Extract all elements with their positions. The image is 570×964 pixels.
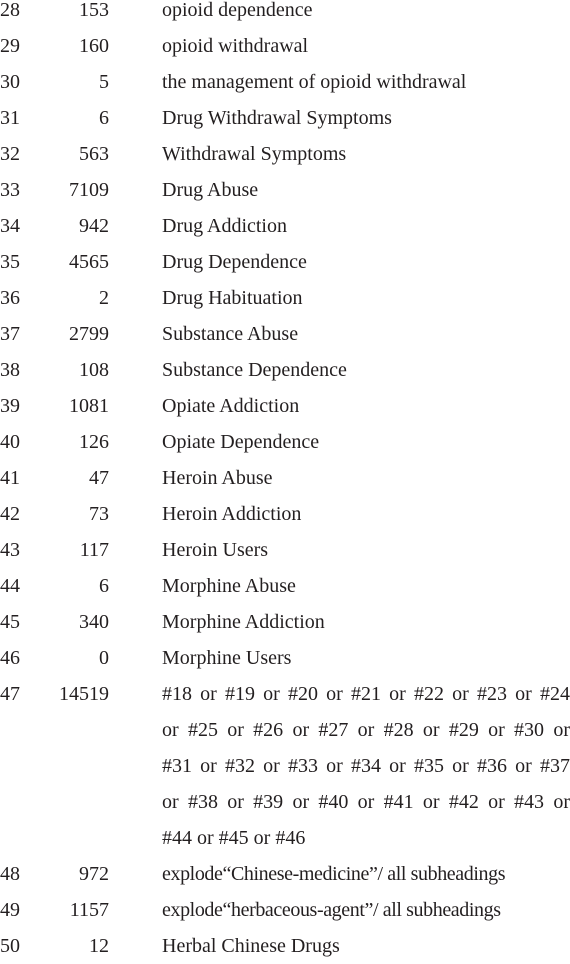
result-count: 47 <box>89 467 109 489</box>
row-number: 50 <box>0 935 20 957</box>
table-row <box>0 496 570 532</box>
row-number: 47 <box>0 683 20 705</box>
search-term: Morphine Addiction <box>162 611 325 633</box>
search-term: Substance Abuse <box>162 323 299 345</box>
table-row <box>0 388 570 424</box>
row-number: 30 <box>0 71 20 93</box>
table-row <box>0 172 570 208</box>
table-row <box>0 424 570 460</box>
search-term: Heroin Abuse <box>162 467 273 489</box>
table-row <box>0 100 570 136</box>
row-number: 39 <box>0 395 20 417</box>
result-count: 153 <box>79 0 109 21</box>
result-count: 4565 <box>69 251 109 273</box>
table-row-combined <box>0 676 570 856</box>
search-term: Opiate Addiction <box>162 395 300 417</box>
result-count: 126 <box>79 431 109 453</box>
result-count: 563 <box>79 143 109 165</box>
search-term-line: #31 or #32 or #33 or #34 or #35 or #36 or #37 <box>162 755 570 777</box>
result-count: 6 <box>99 107 109 129</box>
row-number: 32 <box>0 143 20 165</box>
search-term: Drug Habituation <box>162 287 303 309</box>
search-term: opioid dependence <box>162 0 313 21</box>
row-number: 43 <box>0 539 20 561</box>
search-term: Substance Dependence <box>162 359 347 381</box>
search-term-line: or #38 or #39 or #40 or #41 or #42 or #43 or <box>162 791 570 813</box>
row-number: 34 <box>0 215 20 237</box>
result-count: 1081 <box>69 395 109 417</box>
search-term: Drug Abuse <box>162 179 259 201</box>
result-count: 2 <box>99 287 109 309</box>
row-number: 36 <box>0 287 20 309</box>
search-term: Withdrawal Symptoms <box>162 143 347 165</box>
search-term-line: or #25 or #26 or #27 or #28 or #29 or #30 or <box>162 719 570 741</box>
search-term: the management of opioid withdrawal <box>162 71 467 93</box>
search-term: opioid withdrawal <box>162 35 309 57</box>
search-term-combined <box>162 676 570 856</box>
result-count: 14519 <box>59 683 109 705</box>
table-row <box>0 316 570 352</box>
row-number: 35 <box>0 251 20 273</box>
search-term-line: #18 or #19 or #20 or #21 or #22 or #23 or #24 <box>162 683 570 705</box>
search-term-line: #44 or #45 or #46 <box>162 827 306 849</box>
table-row <box>0 892 570 928</box>
result-count: 0 <box>99 647 109 669</box>
table-row <box>0 208 570 244</box>
table-row <box>0 856 570 892</box>
result-count: 6 <box>99 575 109 597</box>
result-count: 7109 <box>69 179 109 201</box>
row-number: 38 <box>0 359 20 381</box>
result-count: 5 <box>99 71 109 93</box>
table-row <box>0 640 570 676</box>
result-count: 1157 <box>69 899 109 921</box>
row-number: 37 <box>0 323 20 345</box>
search-term: Herbal Chinese Drugs <box>162 935 340 957</box>
result-count: 73 <box>89 503 109 525</box>
result-count: 12 <box>89 935 109 957</box>
table-row <box>0 136 570 172</box>
table-row <box>0 28 570 64</box>
search-term: explode“Chinese-medicine”/ all subheadings <box>162 863 506 885</box>
result-count: 340 <box>79 611 109 633</box>
table-row <box>0 280 570 316</box>
row-number: 33 <box>0 179 20 201</box>
search-term: Opiate Dependence <box>162 431 320 453</box>
result-count: 942 <box>79 215 109 237</box>
result-count: 2799 <box>69 323 109 345</box>
row-number: 31 <box>0 107 20 129</box>
search-term: explode“herbaceous-agent”/ all subheadings <box>162 899 501 921</box>
row-number: 46 <box>0 647 20 669</box>
table-row <box>0 352 570 388</box>
table-row <box>0 244 570 280</box>
search-term: Morphine Abuse <box>162 575 296 597</box>
table-row <box>0 0 570 28</box>
row-number: 42 <box>0 503 20 525</box>
search-term: Heroin Users <box>162 539 269 561</box>
search-term: Drug Withdrawal Symptoms <box>162 107 392 129</box>
search-term: Drug Addiction <box>162 215 287 237</box>
table-row <box>0 604 570 640</box>
row-number: 40 <box>0 431 20 453</box>
row-number: 29 <box>0 35 20 57</box>
table-row <box>0 568 570 604</box>
result-count: 972 <box>79 863 109 885</box>
result-count: 108 <box>79 359 109 381</box>
result-count: 117 <box>79 539 109 561</box>
row-number: 49 <box>0 899 20 921</box>
table-row <box>0 928 570 964</box>
result-count: 160 <box>79 35 109 57</box>
row-number: 44 <box>0 575 20 597</box>
row-number: 48 <box>0 863 20 885</box>
table-row <box>0 460 570 496</box>
table-row <box>0 64 570 100</box>
search-term: Morphine Users <box>162 647 292 669</box>
row-number: 45 <box>0 611 20 633</box>
table-row <box>0 532 570 568</box>
row-number: 28 <box>0 0 20 21</box>
row-number: 41 <box>0 467 20 489</box>
search-term: Drug Dependence <box>162 251 307 273</box>
search-term: Heroin Addiction <box>162 503 302 525</box>
